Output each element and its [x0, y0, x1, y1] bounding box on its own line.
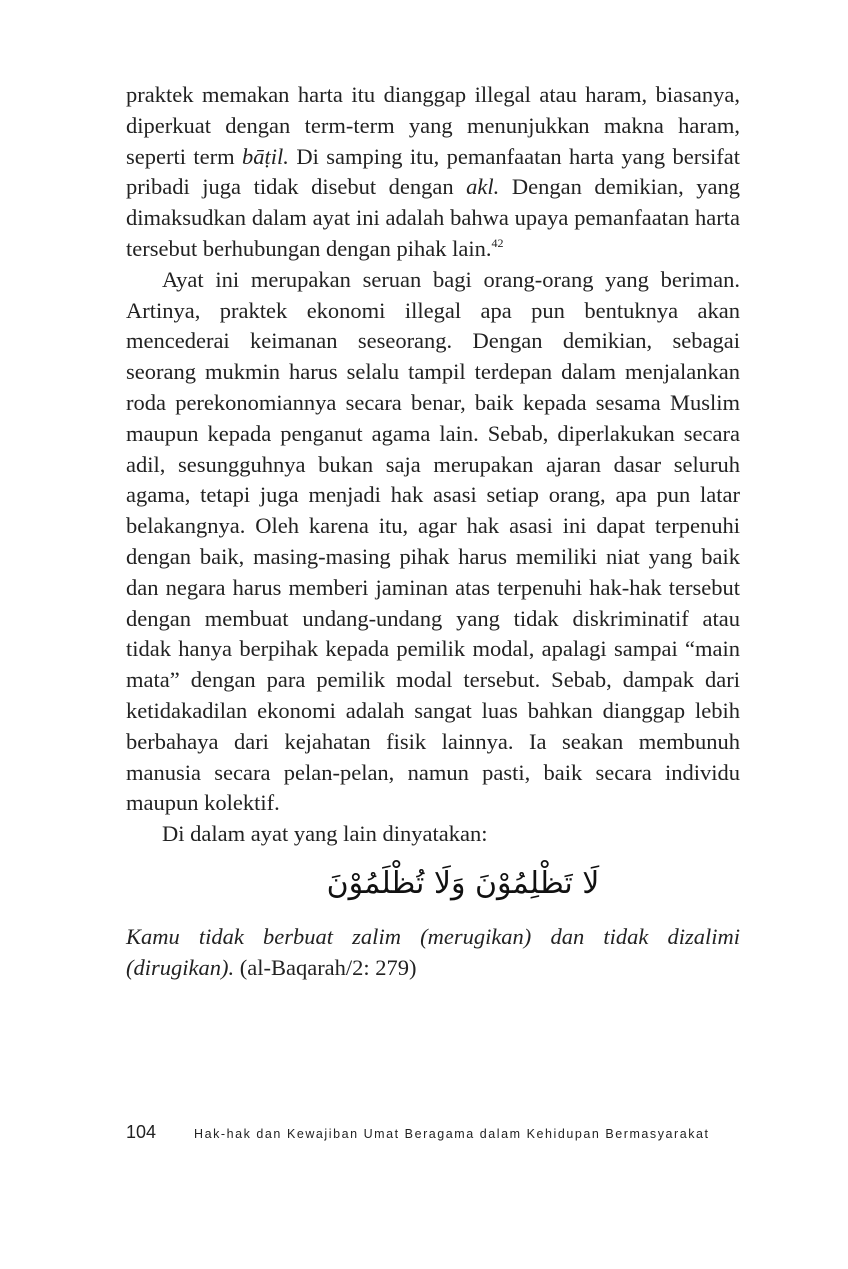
paragraph-1-text-a: praktek memakan harta itu dianggap illegal atau haram, biasanya, diperkuat dengan term-term yang menunjukkan makna haram, seperti term [126, 82, 740, 169]
verse-translation [126, 922, 740, 984]
term-batil: bāṭil. [242, 143, 289, 169]
term-akl: akl. [466, 174, 500, 200]
page-footer [126, 1122, 754, 1143]
paragraph-2: Ayat ini merupakan seruan bagi orang-orang yang beriman. Artinya, praktek ekonomi illegal apa pun bentuknya akan mencederai keimanan seseorang. Dengan demikian, sebagai seorang mukmin harus selalu tampil terdepan dalam menjalankan roda perekonomiannya secara benar, baik kepada sesama Muslim maupun kepada penganut agama lain. Sebab, diperlakukan secara adil, sesungguhnya bukan saja merupakan ajaran dasar seluruh agama, tetapi juga menjadi hak asasi setiap orang, apa pun latar belakangnya. Oleh karena itu, agar hak asasi ini dapat terpenuhi dengan baik, masing-masing pihak harus memiliki niat yang baik dan negara harus memberi jaminan atas terpenuhi hak-hak tersebut dengan membuat undang-undang yang tidak diskriminatif atau tidak hanya berpihak kepada pemilik modal, apalagi sampai “main mata” dengan para pemilik modal tersebut. Sebab, dampak dari ketidakadilan ekonomi adalah sangat luas bahkan dianggap lebih berbahaya dari kejahatan fisik lainnya. Ia seakan membunuh manusia secara pelan-pelan, namun pasti, baik secara individu maupun kolektif. [126, 266, 740, 816]
body-text [126, 80, 740, 984]
quran-verse-arabic: لَا تَظْلِمُوْنَ وَلَا تُظْلَمُوْنَ [326, 865, 600, 901]
paragraph-1-text-c: Dengan demikian, yang dimaksudkan dalam ayat ini adalah bahwa upaya pemanfaatan harta tersebut berhubungan dengan pihak lain. [126, 174, 740, 261]
paragraph-1 [126, 80, 740, 265]
paragraph-3: Di dalam ayat yang lain dinyatakan: [162, 821, 488, 847]
running-head: Hak-hak dan Kewajiban Umat Beragama dalam Kehidupan Bermasyarakat [194, 1127, 710, 1141]
verse-reference: (al-Baqarah/2: 279) [234, 954, 417, 980]
paragraph-1-text-b: Di samping itu, pemanfaatan harta yang bersifat pribadi juga tidak disebut dengan [126, 143, 740, 200]
page-number: 104 [126, 1122, 157, 1142]
verse-translation-text: Kamu tidak berbuat zalim (merugikan) dan tidak dizalimi (dirugikan). [126, 923, 740, 980]
footnote-ref[interactable]: 42 [491, 235, 504, 250]
